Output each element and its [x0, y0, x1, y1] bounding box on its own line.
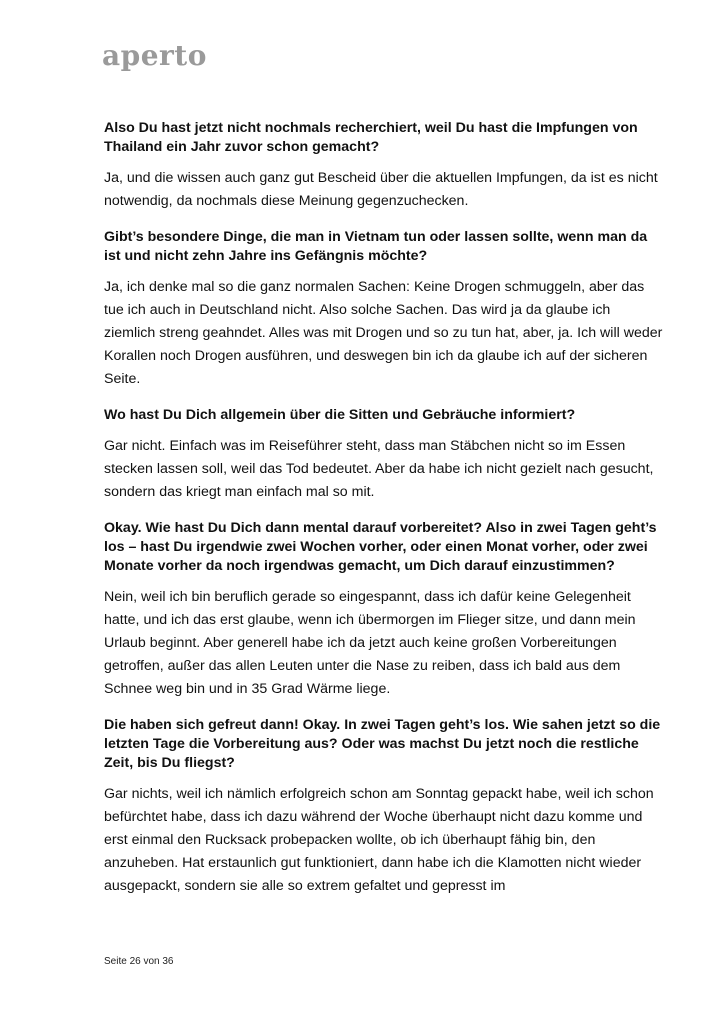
answer-5: Gar nichts, weil ich nämlich erfolgreich schon am Sonntag gepackt habe, weil ich schon befürchtet habe, dass ich dazu während der Woche überhaupt nicht dazu komme und erst einmal den Rucksack probepacken wollte, ob ich überhaupt fähig bin, den anzuheben. Hat erstaunlich gut funktioniert, dann habe ich die Klamotten nicht wieder ausgepackt, sondern sie alle so extrem gefaltet und gepresst im: [104, 786, 654, 894]
question-2: Gibt’s besondere Dinge, die man in Vietnam tun oder lassen sollte, wenn man da ist und nicht zehn Jahre ins Gefängnis möchte?: [104, 229, 648, 264]
answer-4: Nein, weil ich bin beruflich gerade so eingespannt, dass ich dafür keine Gelegenheit hatte, und ich das erst glaube, wenn ich übermorgen im Flieger sitze, und dann mein Urlaub beginnt. Aber generell habe ich da jetzt auch keine großen Vorbereitungen getroffen, außer das allen Leuten unter die Nase zu reiben, dass ich bald aus dem Schnee weg bin und in 35 Grad Wärme liege.: [104, 589, 636, 697]
question-3: Wo hast Du Dich allgemein über die Sitten und Gebräuche informiert?: [104, 407, 576, 423]
question-1: Also Du hast jetzt nicht nochmals recherchiert, weil Du hast die Impfungen von Thailand ein Jahr zuvor schon gemacht?: [104, 120, 638, 155]
question-4: Okay. Wie hast Du Dich dann mental darauf vorbereitet? Also in zwei Tagen geht’s los – hast Du irgendwie zwei Wochen vorher, oder einen Monat vorher, oder zwei Monate vorher da noch irgendwas gemacht, um Dich darauf einzustimmen?: [104, 520, 657, 574]
page-number: Seite 26 von 36: [104, 956, 174, 967]
answer-3: Gar nicht. Einfach was im Reiseführer steht, dass man Stäbchen nicht so im Essen stecken lassen soll, weil das Tod bedeutet. Aber da habe ich nicht gezielt nach gesucht, sondern das kriegt man einfach mal so mit.: [104, 438, 654, 500]
answer-2: Ja, ich denke mal so die ganz normalen Sachen: Keine Drogen schmuggeln, aber das tue ich auch in Deutschland nicht. Also solche Sachen. Das wird ja da glaube ich ziemlich streng geahndet. Alles was mit Drogen und so zu tun hat, aber, ja. Ich will weder Korallen noch Drogen ausführen, und deswegen bin ich da glaube ich auf der sicheren Seite.: [104, 279, 663, 387]
interview-content: [104, 119, 664, 913]
question-5: Die haben sich gefreut dann! Okay. In zwei Tagen geht’s los. Wie sahen jetzt so die letzten Tage die Vorbereitung aus? Oder was machst Du jetzt noch die restliche Zeit, bis Du fliegst?: [104, 717, 661, 771]
aperto-logo: aperto: [102, 39, 207, 72]
answer-1: Ja, und die wissen auch ganz gut Bescheid über die aktuellen Impfungen, da ist es nicht notwendig, da nochmals diese Meinung gegenzuchecken.: [104, 170, 658, 209]
